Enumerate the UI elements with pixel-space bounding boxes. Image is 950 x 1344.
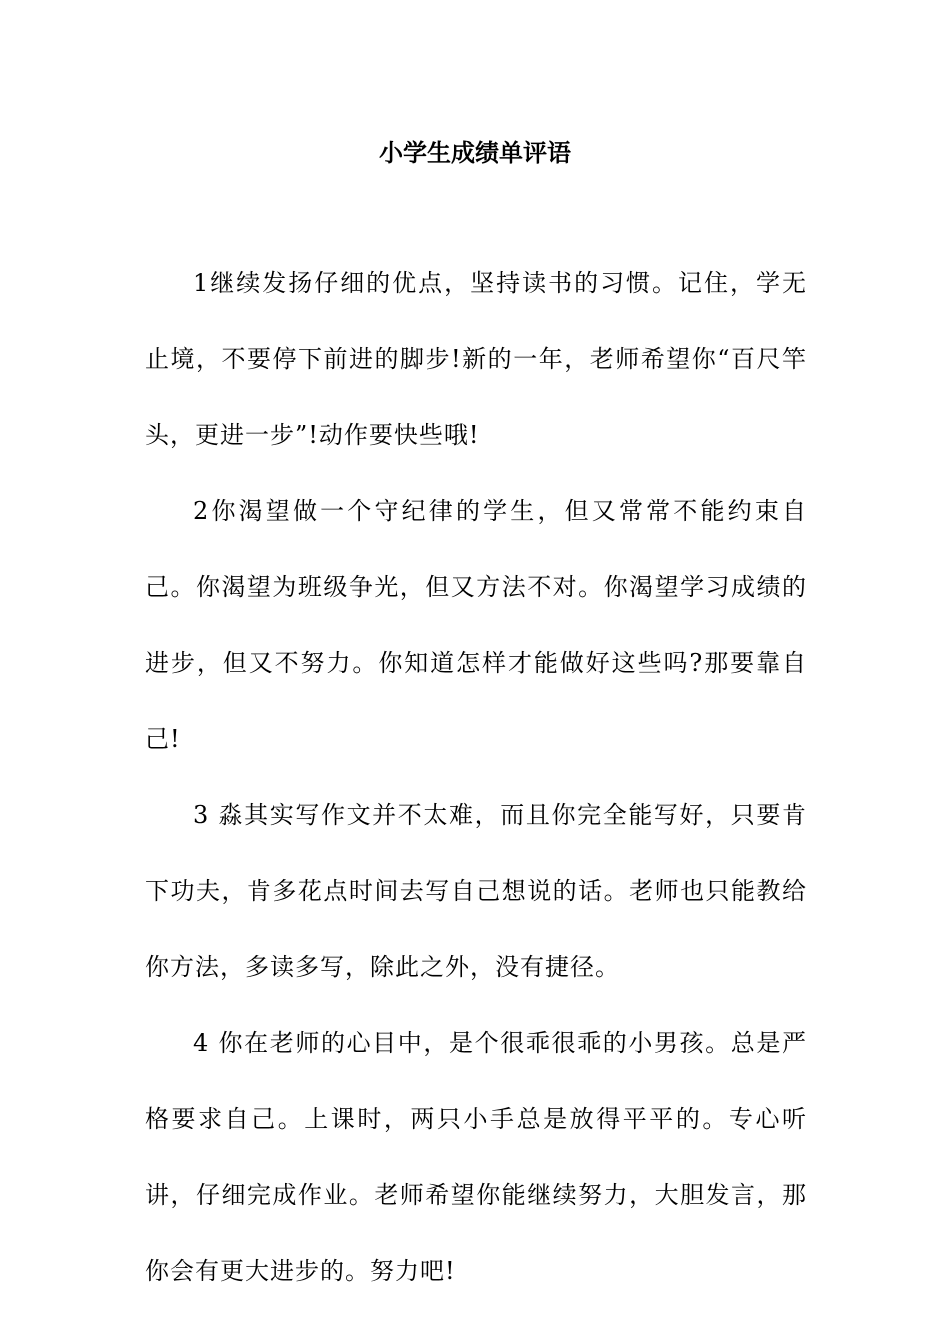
comment-paragraph-3: 3 淼其实写作文并不太难，而且你完全能写好，只要肯下功夫，肯多花点时间去写自己想说的话。老师也只能教给你方法，多读多写，除此之外，没有捷径。 — [145, 801, 807, 981]
comment-paragraph-4: 4 你在老师的心目中，是个很乖很乖的小男孩。总是严格要求自己。上课时，两只小手总是放得平平的。专心听讲，仔细完成作业。老师希望你能继续努力，大胆发言，那你会有更大进步的。努力吧! — [145, 1029, 807, 1285]
comment-paragraph-1: 1继续发扬仔细的优点，坚持读书的习惯。记住，学无止境，不要停下前进的脚步!新的一年，老师希望你“百尺竿头，更进一步”!动作要快些哦! — [145, 269, 807, 449]
comment-paragraph-2: 2你渴望做一个守纪律的学生，但又常常不能约束自己。你渴望为班级争光，但又方法不对。你渴望学习成绩的进步，但又不努力。你知道怎样才能做好这些吗?那要靠自己! — [145, 497, 807, 753]
document-title: 小学生成绩单评语 — [379, 139, 571, 167]
document-body — [145, 245, 807, 1309]
